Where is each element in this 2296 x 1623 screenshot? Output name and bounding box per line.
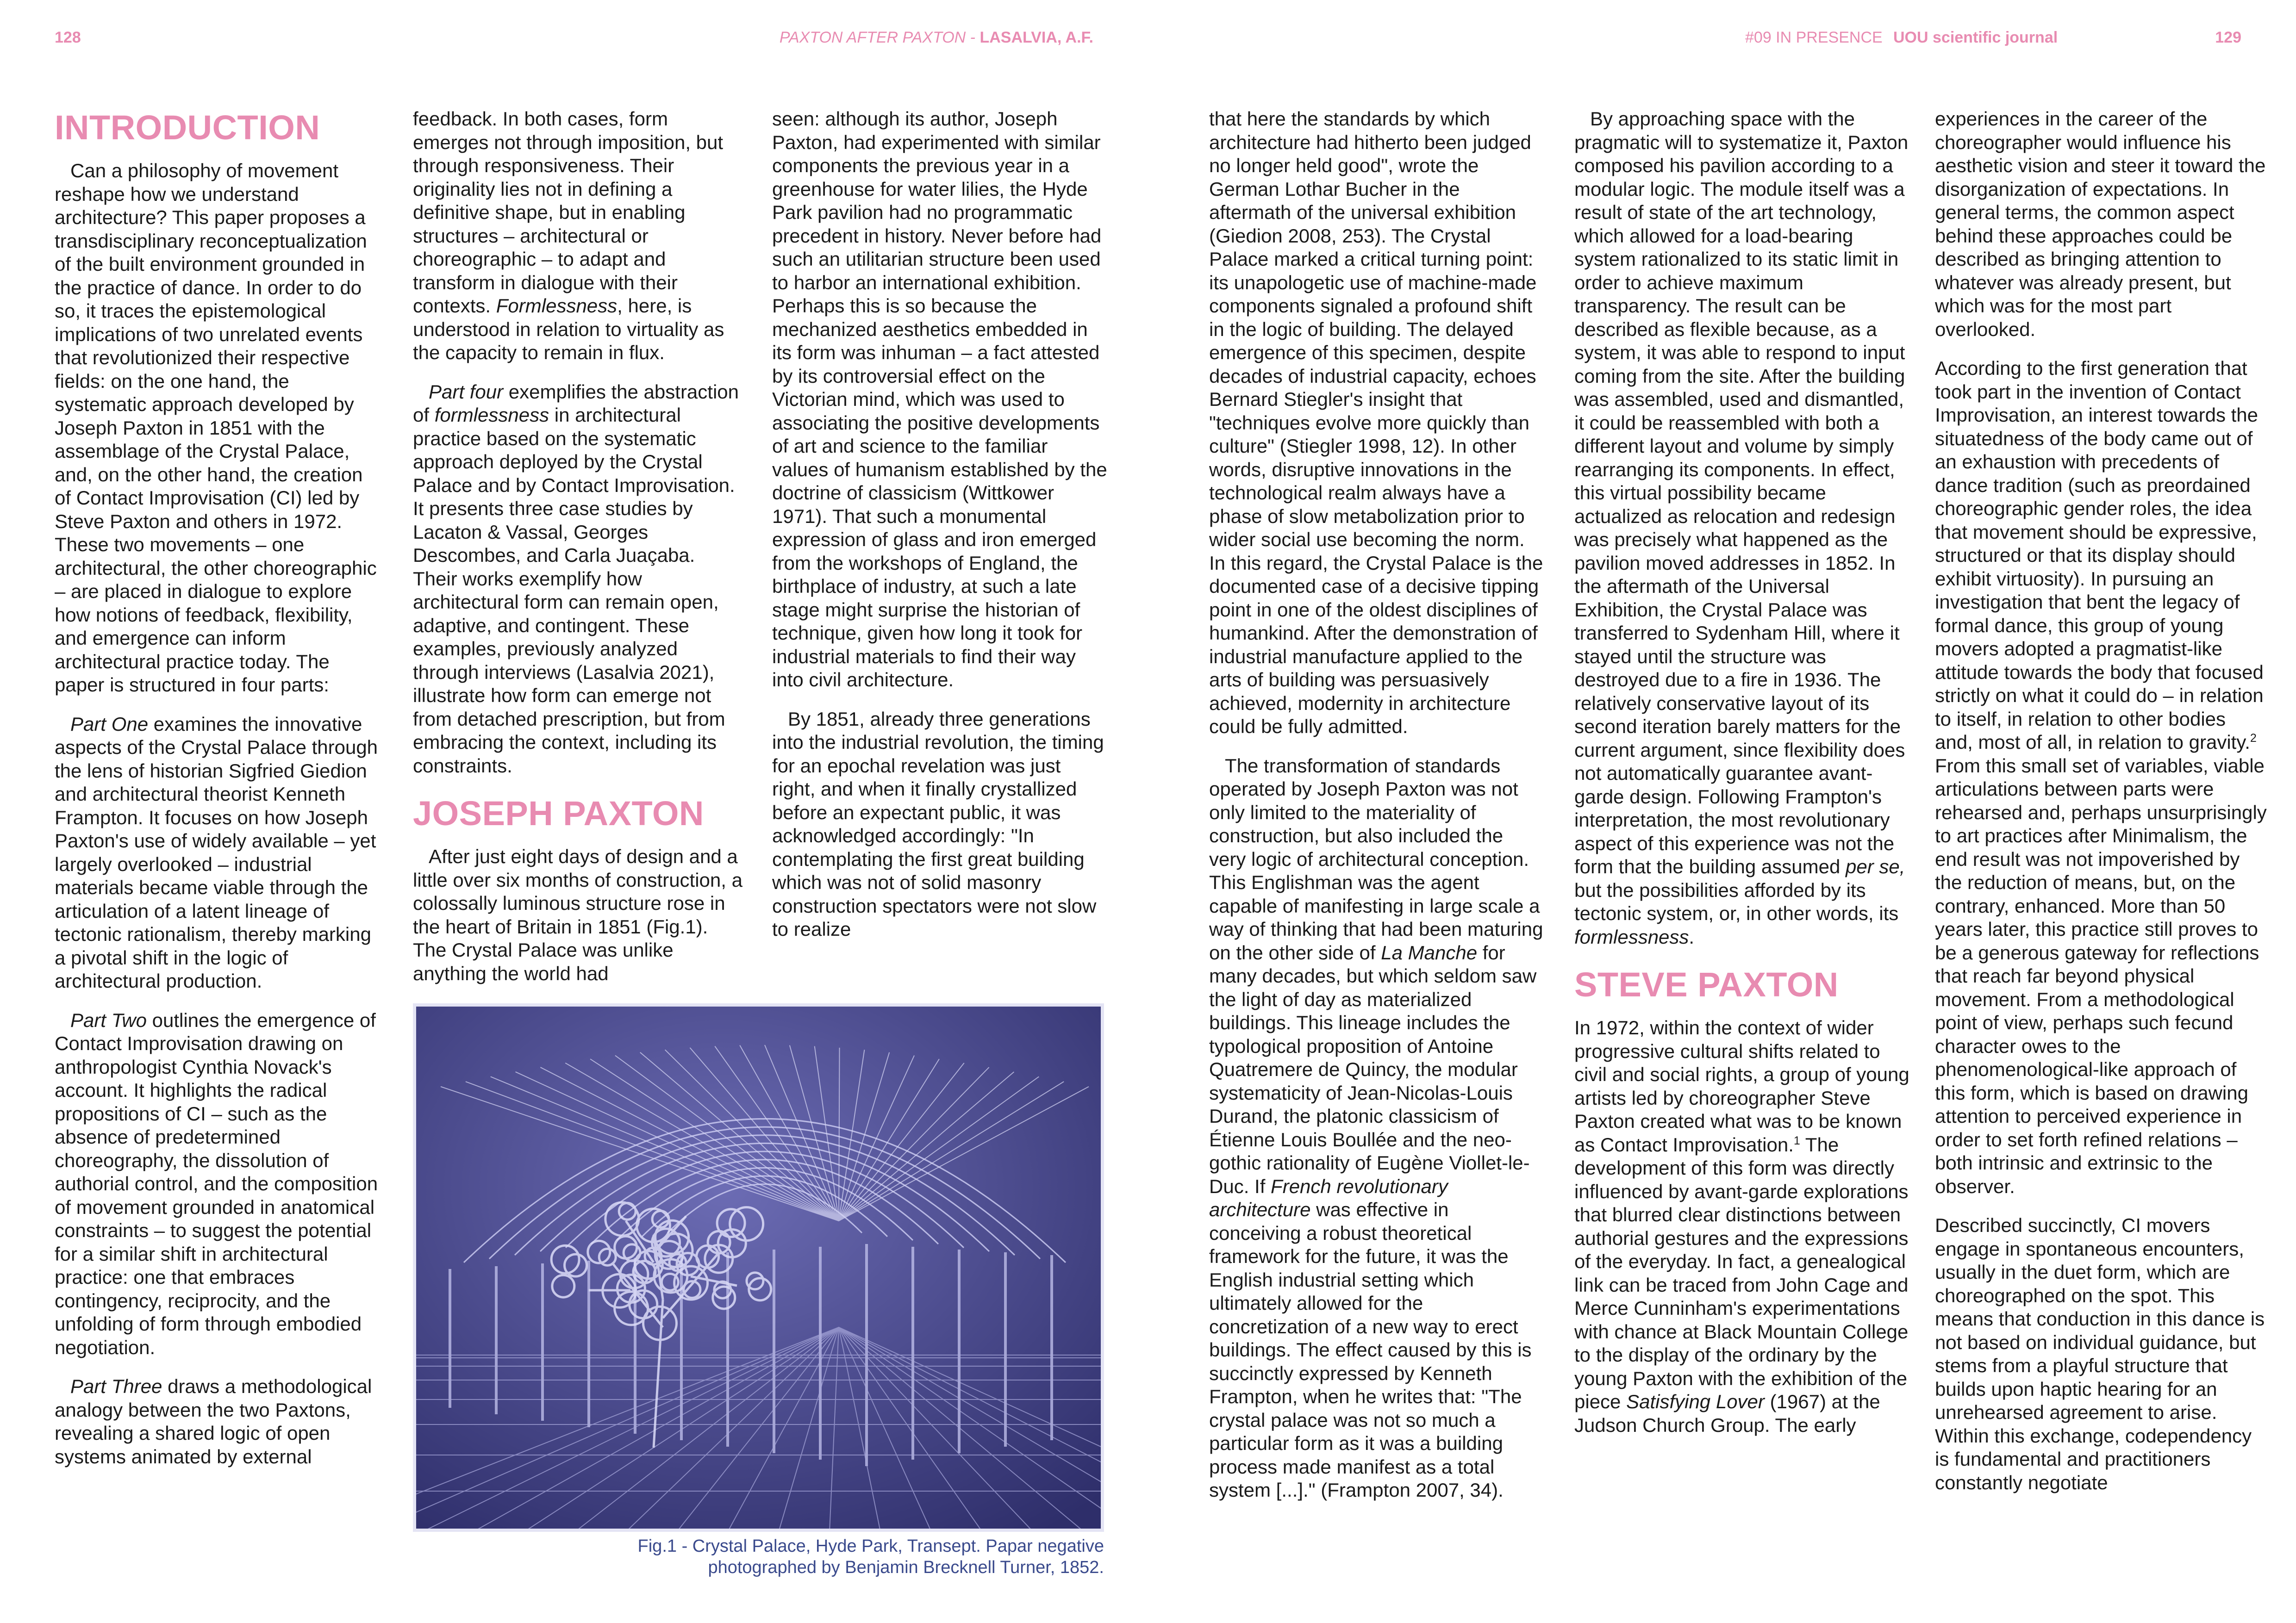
left-page-number: 128 — [55, 29, 81, 46]
paragraph-text: outlines the emergence of Contact Improvisation drawing on anthropologist Cynthia Novack's account. It highlights the radical propositions of CI – such as the absence of predetermined choreography, the dissolution of authorial control, and the composition of movement grounded in anatomical constraints – to suggest the potential for a similar shift in architectural practice: one that embraces contingency, reciprocity, and the unfolding of form through embodied negotiation. — [55, 1009, 378, 1358]
paragraph: Described succinctly, CI movers engage in spontaneous encounters, usually in the duet form, which are choreographed on the spot. This means that conduction in this dance is not based on individual guidance, but stems from a playful structure that builds upon haptic hearing for an unrehearsed agreement to arise. Within this exchange, codependency is fundamental and practitioners constantly negotiate — [1935, 1214, 2265, 1493]
paragraph: After just eight days of design and a little over six months of construction, a colossally luminous structure rose in the heart of Britain in 1851 (Fig.1). The Crystal Palace was unlike anything the world had — [413, 846, 742, 984]
paragraph-text: By approaching space with the pragmatic will to systematize it, Paxton composed his pavilion according to a modular logic. The module itself was a result of state of the art technology, which allowed for a load-bearing system rationalized to its static limit in order to achieve maximum transparency. The result can be described as flexible because, as a system, it was able to respond to input coming from the site. After the building was assembled, used and dismantled, it could be reassembled with both a different layout and volume by simply rearranging its components. In effect, this virtual possibility became actualized as relocation and redesign was precisely what happened as the pavilion moved addresses in 1852. In the aftermath of the Universal Exhibition, the Crystal Palace was transferred to Sydenham Hill, where it stayed until the structure was destroyed due to a fire in 1936. The relatively conservative layout of its second iteration barely matters for the current argument, since flexibility does not automatically guarantee avant-garde design. Following Frampton's interpretation, the most revolutionary aspect of this experience was not the form that the building assumed — [1574, 108, 1909, 877]
paragraph: seen: although its author, Joseph Paxton, had experimented with similar components the previous year in a greenhouse for water lilies, the Hyde Park pavilion had no programmatic precedent in history. Never before had such an utilitarian structure been used to harbor an international exhibition. Perhaps this is so because the mechanized aesthetics embedded in its form was inhuman – a fact attested by its controversial effect on the Victorian mind, which was used to associating the positive developments of art and science to the familiar values of humanism established by the doctrine of classicism (Wittkower 1971). That such a monumental expression of glass and iron emerged from the workshops of England, the birthplace of industry, at such a late stage might surprise the historian of technique, given how long it took for industrial materials to find their way into civil architecture. — [772, 108, 1107, 690]
emphasis: La Manche — [1381, 941, 1478, 964]
paragraph — [55, 713, 383, 993]
caption-line: Fig.1 - Crystal Palace, Hyde Park, Transept. Papar negative — [637, 1536, 1104, 1556]
paragraph-text: (1967) at the Judson Church Group. The early — [1574, 1391, 1880, 1436]
column-5 — [1574, 107, 1909, 1453]
paragraph-text: In 1972, within the context of wider progressive cultural shifts related to civil and social rights, a group of young artists led by choreographer Steve Paxton created what was to be known as Contact Improvisation. — [1574, 1017, 1909, 1156]
paragraph-text: From this small set of variables, viable articulations between parts were rehearsed and, perhaps unsurprisingly to art practices after Minimalism, the end result was not impoverished by the reduction of means, but, on the contrary, enhanced. More than 50 years later, this practice still proves to be a generous gateway for reflections that reach far beyond physical movement. From a methodological point of view, perhaps such fecund character owes to the phenomenological-like approach of this form, which is based on drawing attention to perceived experience in order to set forth refined relations – both intrinsic and extrinsic to the observer. — [1935, 754, 2267, 1197]
paragraph-text: examines the innovative aspects of the Crystal Palace through the lens of historian Sigfried Giedion and architectural theorist Kenneth Frampton. It focuses on how Joseph Paxton's use of widely available – yet largely overlooked – industrial materials became viable through the articulation of a latent lineage of tectonic rationalism, thereby marking a pivotal shift in the logic of architectural production. — [55, 713, 378, 992]
part-label: Part four — [429, 380, 504, 403]
paragraph-text: for many decades, but which seldom saw the light of day as materialized buildings. This lineage includes the typological proposition of Antoine Quatremere de Quincy, the modular systematicity of Jean-Nicolas-Louis Durand, the platonic classicism of Étienne Louis Boullée and the neo-gothic rationality of Eugène Viollet-le-Duc. If — [1209, 941, 1537, 1197]
column-3 — [772, 107, 1109, 957]
emphasis: formlessness — [434, 404, 549, 426]
paragraph: that here the standards by which architecture had hitherto been judged no longer held good", wrote the German Lothar Bucher in the aftermath of the universal exhibition (Giedion 2008, 253). The Crystal Palace marked a critical turning point: its unapologetic use of machine-made components signaled a profound shift in the logic of building. The delayed emergence of this specimen, despite decades of industrial capacity, echoes Bernard Stiegler's insight that "techniques evolve more quickly than culture" (Stiegler 1998, 12). In other words, disruptive innovations in the technological realm always have a phase of slow metabolization prior to wider social use becoming the norm. In this regard, the Crystal Palace is the documented case of a decisive tipping point in one of the oldest disciplines of humankind. After the demonstration of industrial manufacture applied to the arts of building was persuasively achieved, modernity in architecture could be fully admitted. — [1209, 108, 1543, 737]
section-heading-introduction: INTRODUCTION — [55, 108, 320, 147]
paragraph — [1574, 1016, 1909, 1437]
paragraph-text: According to the first generation that took part in the invention of Contact Improvisation, an interest towards the situatedness of the body came out of an exhaustion with precedents of dance tradition (such as preordained choreographic gender roles, the idea that movement should be expressive, structured or that its display should exhibit virtuosity). In pursuing an investigation that bent the legacy of formal dance, this group of young movers adopted a pragmatist-like attitude towards the body that focused strictly on what it could do – in relation to itself, in relation to other bodies and, most of all, in relation to gravity. — [1935, 357, 2264, 753]
paragraph — [1574, 107, 1909, 949]
paragraph — [55, 1375, 383, 1468]
figure-caption — [413, 1536, 1104, 1578]
paragraph — [1935, 357, 2268, 1198]
paragraph: experiences in the career of the choreographer would influence his aesthetic vision and steer it toward the disorganization of expectations. In general terms, the common aspect behind these approaches could be described as bringing attention to whatever was already present, but which was for the most part overlooked. — [1935, 108, 2266, 340]
paragraph-text: . — [1689, 926, 1695, 948]
paragraph-text: was effective in conceiving a robust theoretical framework for the future, it was the English industrial setting which ultimately allowed for the concretization of a new way to erect buildings. The effect caused by this is succinctly expressed by Kenneth Frampton, when he writes that: "The crystal palace was not so much a particular form as it was a building process made manifest as a total system [...]." (Frampton 2007, 34). — [1209, 1199, 1532, 1501]
paragraph-text: but the possibilities afforded by its tectonic system, or, in other words, its — [1574, 879, 1899, 924]
emphasis: French revolutionary architecture — [1209, 1175, 1448, 1220]
section-heading-steve-paxton: STEVE PAXTON — [1574, 965, 1839, 1004]
column-4 — [1209, 107, 1545, 1518]
part-label: Part Three — [70, 1375, 162, 1397]
footnote-marker: 1 — [1793, 1134, 1800, 1147]
paragraph-text: in architectural practice based on the systematic approach deployed by the Crystal Palace and by Contact Improvisation. It presents three case studies by Lacaton & Vassal, Georges Descombes, and Carla Juaçaba. Their works exemplify how architectural form can remain open, adaptive, and contingent. These examples, previously analyzed through interviews (Lasalvia 2021), illustrate how form can emerge not from detached prescription, but from embracing the context, including its constraints. — [413, 404, 735, 777]
right-page — [1148, 0, 2296, 1623]
footnote-marker: 2 — [2250, 732, 2257, 745]
paragraph: By 1851, already three generations into the industrial revolution, the timing for an epochal revelation was just right, and when it finally crystallized before an expectant public, it was acknowledged accordingly: "In contemplating the first great building which was not of solid masonry construction spectators were not slow to realize — [772, 708, 1104, 940]
paragraph-text: The transformation of standards operated by Joseph Paxton was not only limited to the materiality of construction, but also included the very logic of architectural conception. This Englishman was the agent capable of manifesting in large scale a way of thinking that had been maturing on the other side of — [1209, 754, 1543, 964]
emphasis: Formlessness — [496, 295, 618, 317]
right-page-number: 129 — [2215, 29, 2241, 46]
paragraph — [1209, 754, 1545, 1502]
paragraph — [413, 107, 742, 365]
part-label: Part Two — [70, 1009, 147, 1031]
paragraph: Can a philosophy of movement reshape how we understand architecture? This paper proposes a transdisciplinary reconceptualization of the built environment grounded in the practice of dance. In order to do so, it traces the epistemological implications of two unrelated events that revolutionized their respective fields: on the one hand, the systematic approach developed by Joseph Paxton in 1851 with the assemblage of the Crystal Palace, and, on the other hand, the creation of Contact Improvisation (CI) led by Steve Paxton and others in 1972. These two movements – one architectural, the other choreographic – are placed in dialogue to explore how notions of feedback, flexibility, and emergence can inform architectural practice today. The paper is structured in four parts: — [55, 160, 377, 696]
paragraph — [413, 380, 742, 778]
paragraph-text: , here, is understood in relation to virtuality as the capacity to remain in flux. — [413, 295, 724, 363]
paragraph-text: The development of this form was directly influenced by avant-garde explorations that blurred clear distinctions between authorial gestures and the expressions of the everyday. In fact, a genealogical link can be traced from John Cage and Merce Cunninham's experimentations with chance at Black Mountain College to the display of the ordinary by the young Paxton with the exhibition of the piece — [1574, 1133, 1909, 1412]
running-header — [780, 29, 1093, 47]
caption-line: photographed by Benjamin Brecknell Turner, 1852. — [708, 1558, 1104, 1577]
running-author: LASALVIA, A.F. — [980, 29, 1093, 46]
paragraph-text: exemplifies the abstraction of — [413, 380, 739, 426]
paragraph-text: feedback. In both cases, form emerges not through imposition, but through responsiveness. Their originality lies not in defining a definitive shape, but in enabling structures – architectural or choreographic – to adapt and transform in dialogue with their contexts. — [413, 108, 724, 317]
part-label: Part One — [70, 713, 149, 735]
paragraph-text: draws a methodological analogy between the two Paxtons, revealing a shared logic of open systems animated by external — [55, 1375, 372, 1468]
paragraph — [55, 1009, 383, 1360]
crystal-palace-photo — [413, 1003, 1104, 1532]
issue-label: #09 IN PRESENCE — [1745, 29, 1883, 46]
column-2 — [413, 107, 742, 1001]
column-1 — [55, 107, 383, 1484]
crystal-palace-illustration — [413, 1003, 1104, 1532]
emphasis: per se, — [1846, 856, 1905, 877]
running-title: PAXTON AFTER PAXTON - — [779, 29, 980, 46]
section-heading-joseph-paxton: JOSEPH PAXTON — [413, 794, 704, 833]
journal-name: UOU scientific journal — [1893, 29, 2058, 46]
emphasis: Satisfying Lover — [1626, 1391, 1765, 1412]
emphasis: formlessness — [1574, 926, 1689, 948]
column-6 — [1935, 107, 2268, 1510]
